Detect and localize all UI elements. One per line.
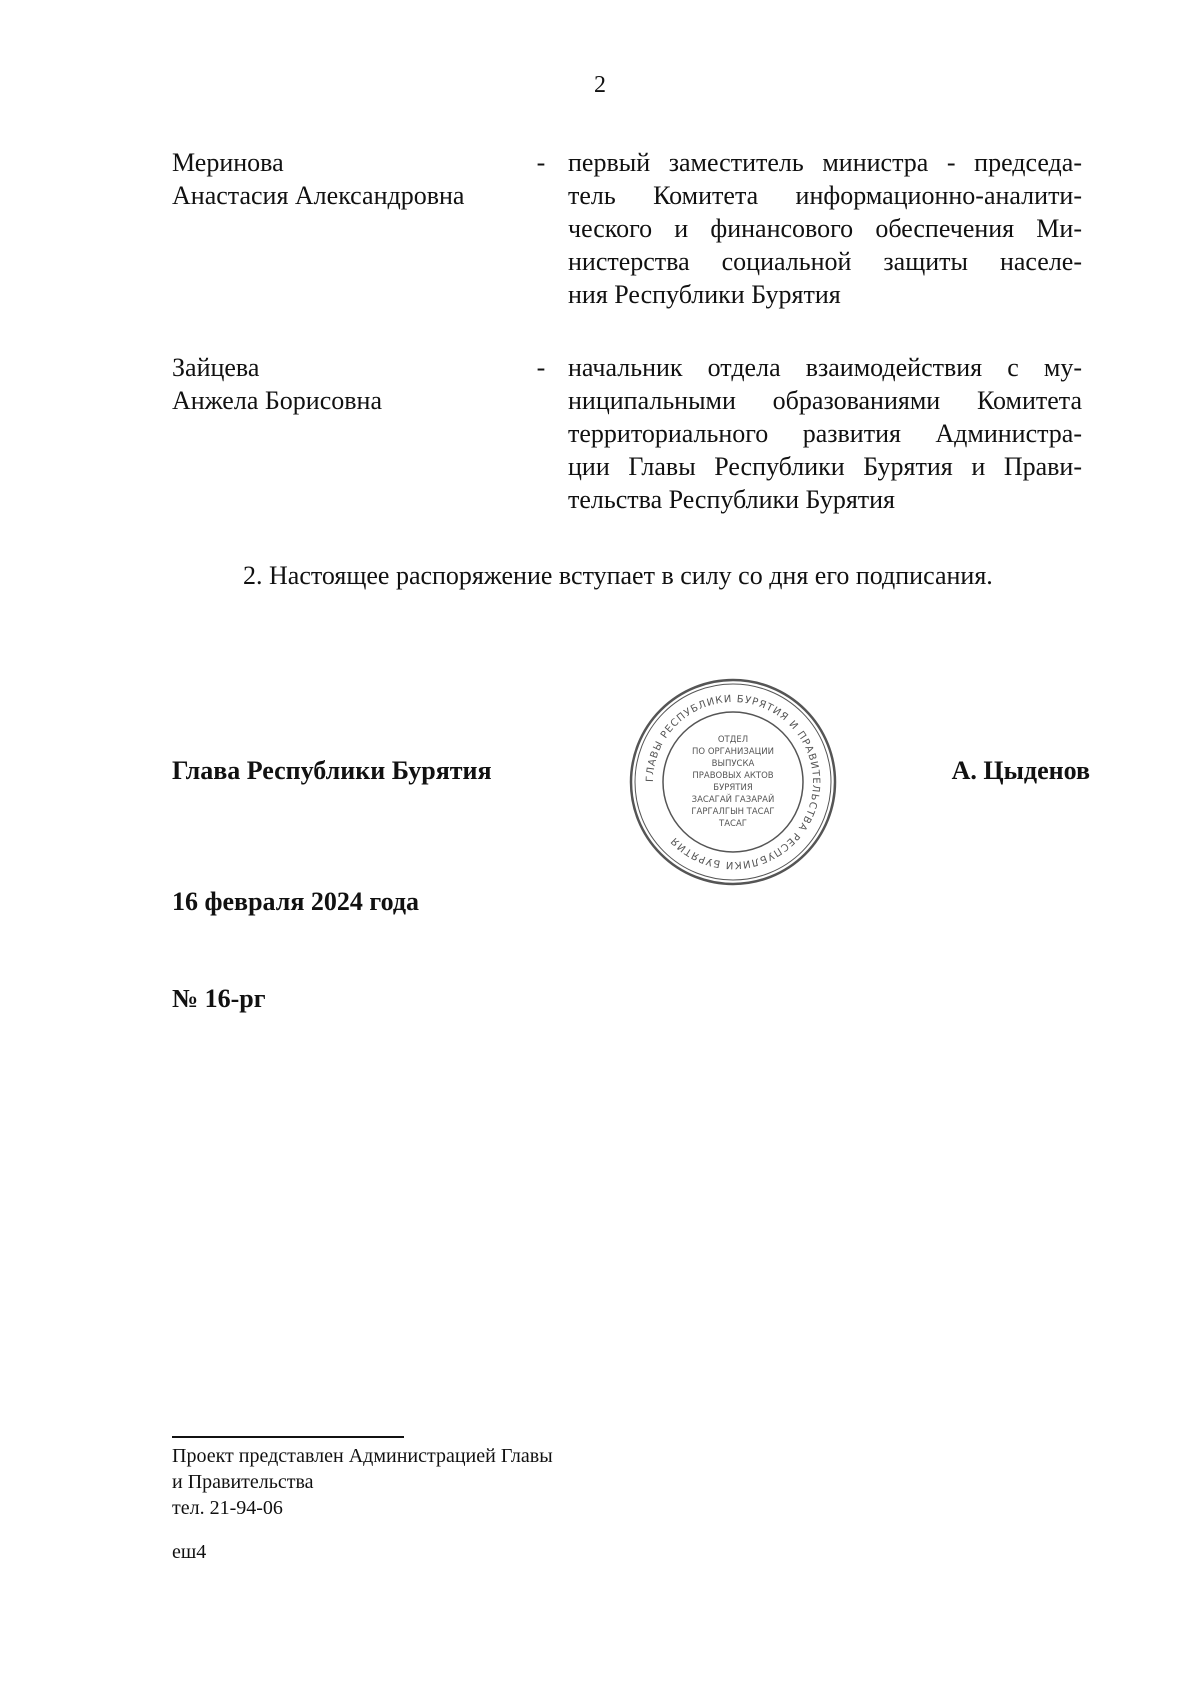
stamp-seal-icon [627,676,839,888]
description-line: ниципальными образованиями Комитета [568,386,1082,415]
member-dash: - [536,148,546,177]
member-description [568,146,1082,311]
document-code: еш4 [172,1541,207,1563]
stamp-line: ВЫПУСКА [711,759,755,769]
stamp-line: БУРЯТИЯ [713,783,753,793]
stamp-line: ОТДЕЛ [717,735,749,745]
stamp-ring-text: ГЛАВЫ РЕСПУБЛИКИ БУРЯТИЯ И ПРАВИТЕЛЬСТВА РЕСПУБЛИКИ БУРЯТИЯ [644,693,822,871]
description-line: ния Республики Бурятия [568,280,841,309]
page-number: 2 [594,72,606,98]
description-line: тель Комитета информационно-аналити- [568,181,1082,210]
signer-name: А. Цыденов [951,756,1090,785]
stamp-line: ПО ОРГАНИЗАЦИИ [692,747,774,757]
description-line: ции Главы Республики Бурятия и Прави- [568,452,1082,481]
official-stamp [627,676,839,888]
member-given-name: Анастасия Александровна [172,181,465,210]
member-name [172,351,532,417]
description-line: начальник отдела взаимодействия с му- [568,353,1082,382]
clause-2: 2. Настоящее распоряжение вступает в силу со дня его подписания. [243,561,993,590]
description-line: тельства Республики Бурятия [568,485,896,514]
member-surname: Зайцева [172,353,260,382]
footnote-line: Проект представлен Администрацией Главы [172,1445,553,1467]
svg-text:ГЛАВЫ РЕСПУБЛИКИ БУРЯТИЯ И ПРА [645,694,821,870]
member-dash: - [536,353,546,382]
description-line: ческого и финансового обеспечения Ми- [568,214,1082,243]
signer-title: Глава Республики Бурятия [172,756,492,785]
stamp-line: ПРАВОВЫХ АКТОВ [692,771,774,781]
stamp-line: ТАСАГ [719,819,747,829]
stamp-line: ЗАСАГАЙ ГАЗАРАЙ [691,795,775,805]
member-description [568,351,1082,516]
stamp-line: ГАРГАЛГЫН ТАСАГ [691,807,775,817]
member-surname: Меринова [172,148,284,177]
footnote-line: тел. 21-94-06 [172,1497,283,1519]
document-number: № 16-рг [172,984,266,1013]
footnote [172,1443,553,1521]
member-name [172,146,532,212]
member-given-name: Анжела Борисовна [172,386,382,415]
document-date: 16 февраля 2024 года [172,887,419,916]
description-line: нистерства социальной защиты населе- [568,247,1082,276]
footnote-divider [172,1436,404,1438]
description-line: первый заместитель министра - председа- [568,148,1082,177]
footnote-line: и Правительства [172,1471,314,1493]
description-line: территориального развития Администра- [568,419,1082,448]
